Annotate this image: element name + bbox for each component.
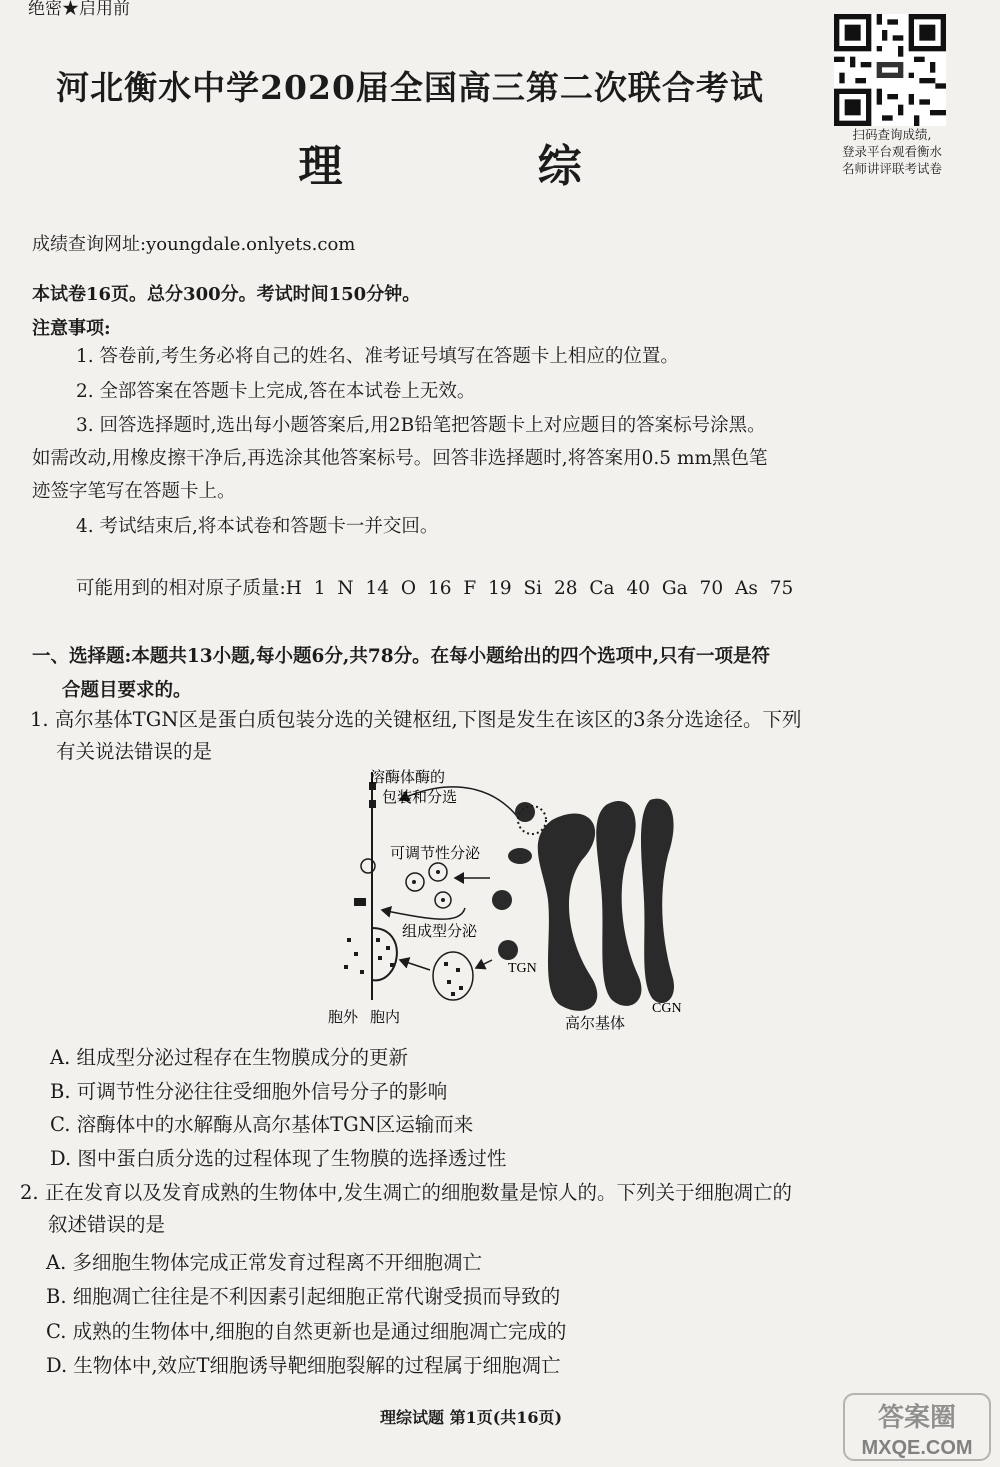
watermark-logo — [842, 1390, 992, 1465]
notice-item: 1. 答卷前,考生务必将自己的姓名、准考证号填写在答题卡上相应的位置。 — [76, 346, 679, 367]
qr-caption-line: 名师讲评联考试卷 — [841, 161, 942, 176]
golgi-sorting-diagram — [320, 760, 720, 1035]
question-1-stem — [30, 704, 802, 768]
qr-code-icon[interactable] — [834, 14, 946, 126]
q1-option-d: D. 图中蛋白质分选的过程体现了生物膜的选择透过性 — [50, 1147, 507, 1170]
question-line: 叙述错误的是 — [48, 1213, 166, 1236]
golgi-stack-shape — [492, 799, 674, 1011]
qr-caption-line: 登录平台观看衡水 — [841, 144, 942, 159]
exam-info: 本试卷16页。总分300分。考试时间150分钟。 — [32, 284, 421, 305]
tgn-label: TGN — [508, 961, 537, 976]
question-line: 2. 正在发育以及发育成熟的生物体中,发生凋亡的细胞数量是惊人的。下列关于细胞凋亡的 — [20, 1181, 793, 1204]
q2-option-a: A. 多细胞生物体完成正常发育过程离不开细胞凋亡 — [46, 1251, 482, 1274]
notice-title: 注意事项: — [32, 318, 111, 339]
secret-mark: 绝密★启用前 — [28, 0, 130, 19]
score-query-url: 成绩查询网址:youngdale.onlyets.com — [32, 234, 356, 255]
qr-caption-line: 扫码查询成绩, — [852, 127, 932, 142]
notice-item: 4. 考试结束后,将本试卷和答题卡一并交回。 — [76, 516, 439, 537]
lysosome-label: 溶酶体酶的 — [370, 770, 446, 786]
section-heading — [32, 640, 962, 708]
q2-option-b: B. 细胞凋亡往往是不利因素引起细胞正常代谢受损而导致的 — [46, 1285, 561, 1308]
lysosome-label: 包装和分选 — [382, 790, 458, 806]
subject-title: 理 综 — [298, 141, 672, 192]
watermark-text: 答案圈 — [877, 1402, 957, 1432]
constitutive-secretion-label: 组成型分泌 — [402, 924, 478, 940]
q2-option-d: D. 生物体中,效应T细胞诱导靶细胞裂解的过程属于细胞凋亡 — [46, 1354, 561, 1377]
page-footer: 理综试题 第1页(共16页) — [380, 1408, 563, 1427]
question-line: 有关说法错误的是 — [56, 740, 213, 763]
q1-option-b: B. 可调节性分泌往往受细胞外信号分子的影响 — [50, 1080, 448, 1103]
golgi-label: 高尔基体 — [565, 1016, 626, 1032]
qr-caption — [822, 126, 962, 177]
exam-title: 河北衡水中学2020届全国高三第二次联合考试 — [56, 68, 764, 107]
notice-item: 3. 回答选择题时,选出每小题答案后,用2B铅笔把答题卡上对应题目的答案标号涂黑。 — [76, 415, 766, 436]
inside-label: 胞内 — [370, 1010, 401, 1026]
q1-option-a: A. 组成型分泌过程存在生物膜成分的更新 — [50, 1046, 408, 1069]
section-line: 一、选择题:本题共13小题,每小题6分,共78分。在每小题给出的四个选项中,只有一项是符 — [32, 646, 771, 667]
notice-item: 迹签字笔写在答题卡上。 — [32, 481, 236, 502]
section-line: 合题目要求的。 — [62, 680, 192, 701]
q1-option-c: C. 溶酶体中的水解酶从高尔基体TGN区运输而来 — [50, 1113, 474, 1136]
watermark-domain: MXQE.COM — [861, 1437, 973, 1459]
question-line: 1. 高尔基体TGN区是蛋白质包装分选的关键枢纽,下图是发生在该区的3条分选途径。下列 — [30, 708, 802, 731]
cgn-label: CGN — [652, 1001, 682, 1016]
atomic-mass-line: 可能用到的相对原子质量:H 1 N 14 O 16 F 19 Si 28 Ca 40 Ga 70 As 75 — [76, 578, 794, 599]
notice-item: 2. 全部答案在答题卡上完成,答在本试卷上无效。 — [76, 381, 476, 402]
q2-option-c: C. 成熟的生物体中,细胞的自然更新也是通过细胞凋亡完成的 — [46, 1320, 567, 1343]
regulated-secretion-label: 可调节性分泌 — [390, 846, 481, 862]
question-2-stem — [20, 1177, 792, 1241]
notice-item: 如需改动,用橡皮擦干净后,再选涂其他答案标号。回答非选择题时,将答案用0.5 mm黑色笔 — [32, 448, 768, 469]
outside-label: 胞外 — [328, 1010, 359, 1026]
